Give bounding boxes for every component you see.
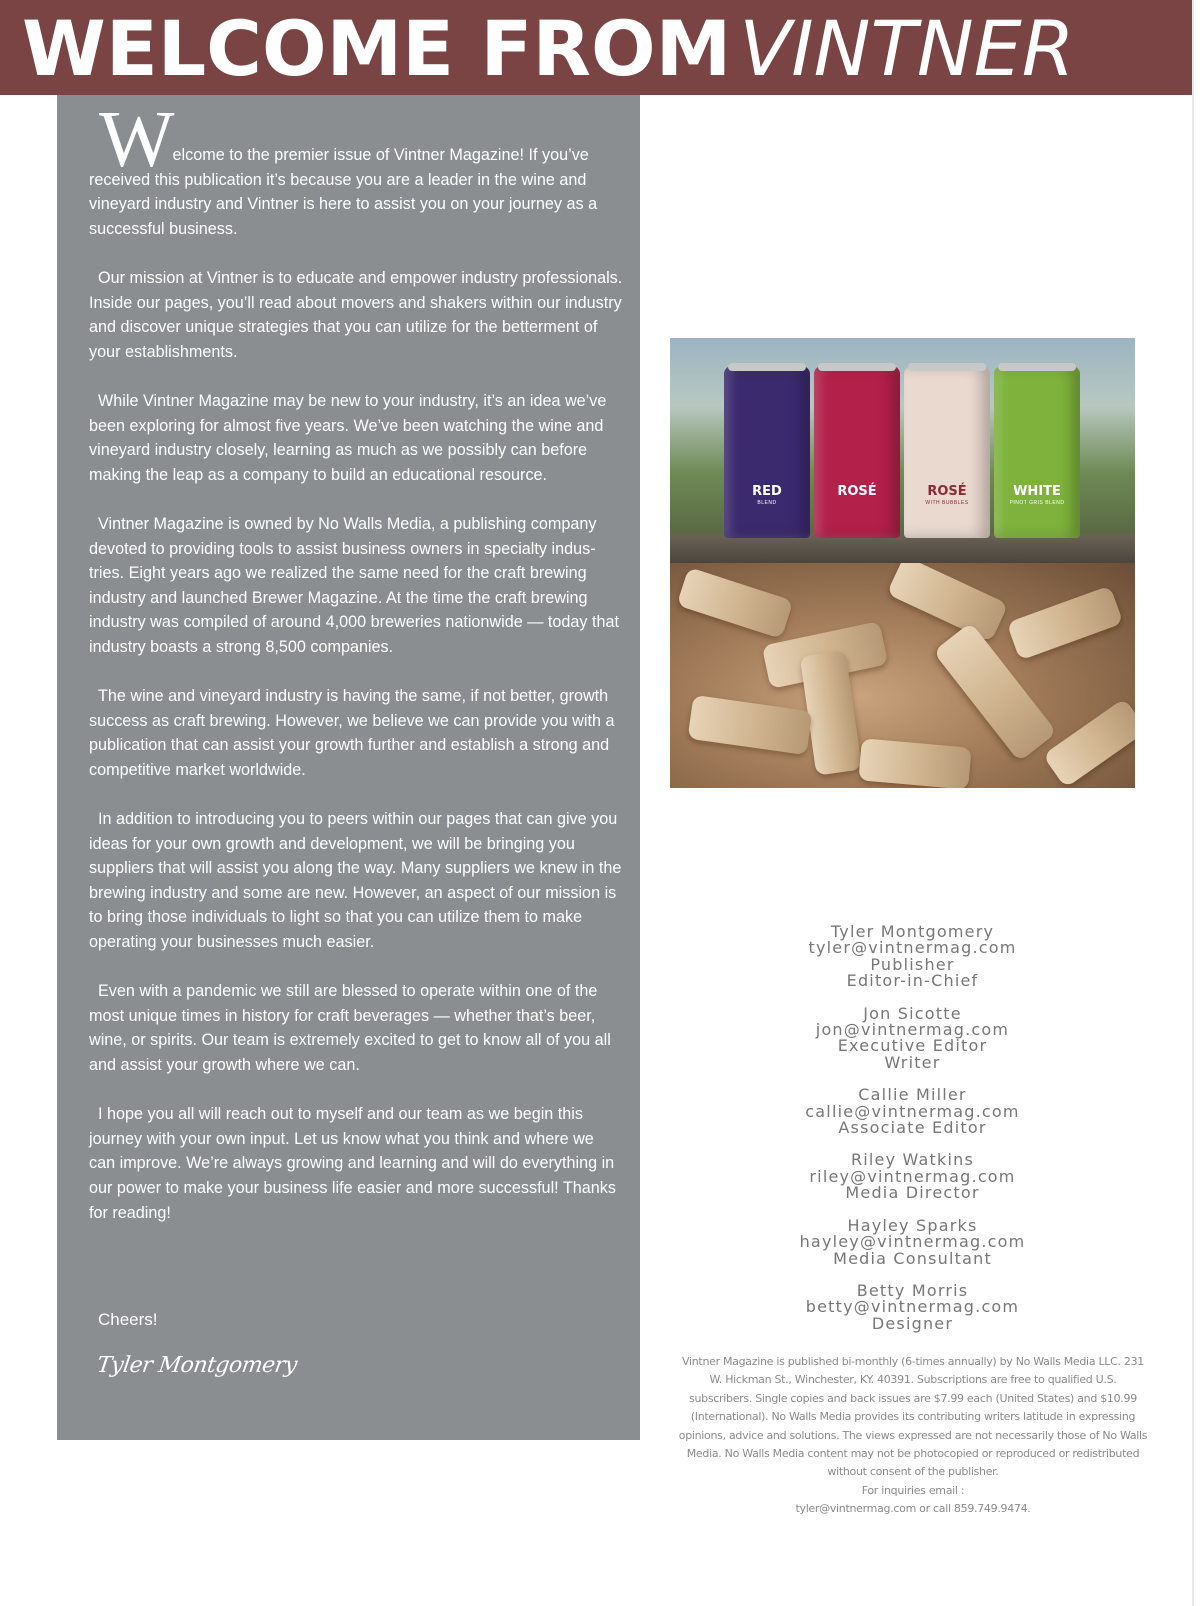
can-sublabel: BLEND [757,500,777,506]
inquiries-label: For inquiries email : [861,1483,965,1497]
letter-paragraph: Vintner Magazine is owned by No Walls Media, a publishing company devoted to providing tools to assist business owners in specialty industries. Eight years ago we realized the same need for the craft brewing industry and launched Brewer Magazine. At the time the craft brewing industry was compiled of around 4,000 breweries nationwide — today that industry boasts a strong 8,500 companies. [89,514,619,656]
staff-role: Executive Editor [837,1036,988,1056]
title-italic: VINTNER [739,4,1075,93]
staff-email: hayley@vintnermag.com [799,1232,1026,1252]
staff-name: Jon Sicotte [863,1003,962,1023]
staff-entry [740,1215,1085,1268]
staff-email: callie@vintnermag.com [805,1101,1020,1121]
can-sublabel: PINOT GRIS BLEND [1009,500,1065,506]
staff-email: jon@vintnermag.com [815,1020,1010,1040]
staff-role: Media Director [845,1183,980,1203]
cork [1043,698,1135,788]
staff-email: riley@vintnermag.com [809,1166,1016,1186]
letter-body [89,96,624,1250]
inquiries-contact: tyler@vintnermag.com or call 859.749.9474. [795,1502,1031,1516]
staff-role: Media Consultant [833,1248,992,1268]
page-title [22,4,1075,94]
can-label: ROSÉ [927,484,967,499]
can [724,366,810,538]
drop-cap: W [99,96,175,184]
can [814,366,900,538]
letter-paragraph: While Vintner Magazine may be new to your industry, it’s an idea we’ve been exploring for almost five years. We’ve been watching the wine and vineyard industry closely, learning as much as we possibly can before making the leap as a company to build an educational resource. [89,391,607,484]
staff-entry [740,924,1085,990]
letter-paragraph: I hope you all will reach out to myself and our team as we begin this journey with your own input. Let us know what you think and where we can improve. We’re always growing and learning and will do everything in our power to make your business life easier and more successful! Thanks for reading! [89,1105,616,1222]
can-top [818,363,896,371]
closing-text: Cheers! [98,1310,158,1329]
staff-name: Betty Morris [856,1280,969,1300]
cork [858,738,971,788]
staff-role: Writer [884,1052,941,1072]
letter-paragraph: Our mission at Vintner is to educate and empower industry professionals. Inside our pages, you’ll read about movers and shakers within our industry and discover unique strategies that you can utilize for the betterment of your establishments. [89,268,623,361]
staff-role: Editor-in-Chief [846,971,979,991]
staff-entry [740,1087,1085,1136]
letter-paragraph [89,96,624,241]
can-top [908,363,986,371]
page-edge [1192,0,1200,1606]
can [904,366,990,538]
signature: Tyler Montgomery [95,1353,299,1378]
staff-email: betty@vintnermag.com [805,1297,1020,1317]
staff-name: Callie Miller [858,1085,967,1105]
staff-role: Designer [871,1313,954,1333]
letter-paragraph: The wine and vineyard industry is having the same, if not better, growth success as craft brewing. However, we believe we can provide you with a publication that can assist your growth further and establish a strong and competitive market worldwide. [89,687,615,779]
letter-paragraph: Even with a pandemic we still are blessed to operate within one of the most unique times in history for craft beverages — whether that’s beer, wine, or spirits. Our team is extremely excited to get to know all of you all and assist your growth where we can. [89,982,611,1074]
staff-role: Publisher [870,954,955,974]
letter-paragraph: In addition to introducing you to peers within our pages that can give you ideas for your own growth and development, we will be bringing you suppliers that will assist you along the way. Many suppliers we knew in the brewing industry and some are new. However, an aspect of our mission is to bring those individuals to light so that you can utilize them to make operating your businesses much easier. [89,810,622,951]
cork [1006,585,1123,660]
title-main: WELCOME FROM [22,4,732,93]
can-label: WHITE [1013,484,1061,499]
staff-entry [740,1152,1085,1201]
paragraph-text: elcome to the premier issue of Vintner Magazine! If you’ve received this publication it’s because you are a leader in the wine and vineyard industry and Vintner is here to assist you on your journey as a successful business. [89,146,598,238]
cork [677,567,794,639]
header-banner [0,0,1200,95]
cork [688,695,813,755]
staff-name: Riley Watkins [850,1150,975,1170]
can-sublabel: WITH BUBBLES [925,500,969,506]
can-top [728,363,806,371]
colophon [678,1353,1148,1519]
staff-entry [740,1280,1085,1333]
colophon-text: Vintner Magazine is published bi-monthly (6-times annually) by No Walls Media LLC. 231 W. Hickman St., Winchester, KY. 40391. Subscriptions are free to qualified U.S. subscribers. Single copies and back issues are $7.99 each (United States) and $10.99 (International). No Walls Media provides its contributing writers latitude in expressing opinions, advice and solutions. The views expressed are not necessarily those of No Walls Media. No Walls Media content may not be photocopied or reproduced or redistributed without consent of the publisher. [678,1355,1148,1479]
letter-panel [57,95,640,1440]
wine-corks-photo [670,563,1135,788]
can-label: ROSÉ [837,484,877,499]
can [994,366,1080,538]
wine-cans-photo [670,338,1135,563]
can-label: RED [752,484,782,499]
staff-entry [740,1003,1085,1072]
staff-name: Hayley Sparks [847,1215,978,1235]
staff-role: Associate Editor [838,1118,987,1138]
staff-directory [740,924,1085,1348]
can-top [998,363,1076,371]
staff-email: tyler@vintnermag.com [808,938,1017,958]
cork [887,563,1009,642]
staff-name: Tyler Montgomery [830,922,995,941]
wooden-ledge [670,534,1135,563]
